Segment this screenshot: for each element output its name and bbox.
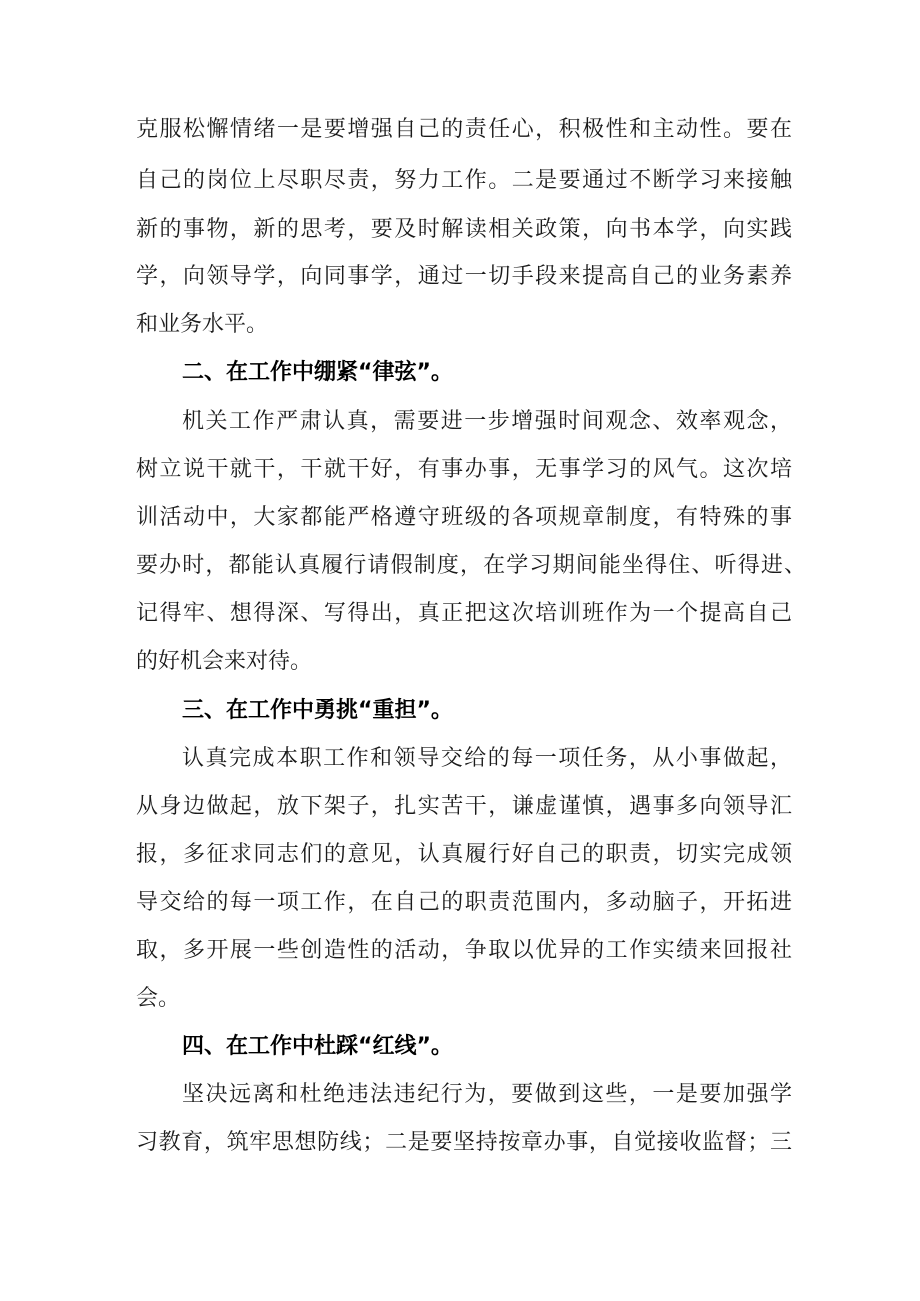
paragraph-line: 认真完成本职工作和领导交给的每一项任务，从小事做起， — [182, 746, 792, 771]
paragraph-line: 学，向领导学，向同事学，通过一切手段来提高自己的业务素养 — [136, 264, 792, 289]
paragraph-line: 坚决远离和杜绝违法违纪行为，要做到这些，一是要加强学 — [182, 1082, 792, 1107]
paragraph-line: 的好机会来对待。 — [136, 649, 313, 674]
paragraph-line: 树立说干就干，干就干好，有事办事，无事学习的风气。这次培 — [136, 457, 792, 482]
paragraph-line: 训活动中，大家都能严格遵守班级的各项规章制度，有特殊的事 — [136, 505, 792, 530]
paragraph-line: 取，多开展一些创造性的活动，争取以优异的工作实绩来回报社 — [136, 938, 792, 963]
paragraph-line: 导交给的每一项工作，在自己的职责范围内，多动脑子，开拓进 — [136, 890, 792, 915]
paragraph-line: 机关工作严肃认真，需要进一步增强时间观念、效率观念， — [182, 409, 792, 434]
paragraph-line: 记得牢、想得深、写得出，真正把这次培训班作为一个提高自己 — [136, 601, 792, 626]
paragraph-line: 克服松懈情绪一是要增强自己的责任心，积极性和主动性。要在 — [136, 117, 792, 142]
paragraph-line: 新的事物，新的思考，要及时解读相关政策，向书本学，向实践 — [136, 217, 792, 242]
section-heading-2: 二、在工作中绷紧“律弦”。 — [182, 360, 453, 385]
paragraph-line: 会。 — [136, 986, 181, 1011]
paragraph-line: 要办时，都能认真履行请假制度，在学习期间能坐得住、听得进、 — [136, 553, 806, 578]
paragraph-line: 习教育，筑牢思想防线；二是要坚持按章办事，自觉接收监督；三 — [136, 1130, 792, 1155]
paragraph-line: 自己的岗位上尽职尽责，努力工作。二是要通过不断学习来接触 — [136, 168, 792, 193]
paragraph-line: 和业务水平。 — [136, 312, 269, 337]
paragraph-line: 报，多征求同志们的意见，认真履行好自己的职责，切实完成领 — [136, 842, 792, 867]
section-heading-4: 四、在工作中杜踩“红线”。 — [182, 1034, 453, 1059]
paragraph-line: 从身边做起，放下架子，扎实苦干，谦虚谨慎，遇事多向领导汇 — [136, 794, 792, 819]
section-heading-3: 三、在工作中勇挑“重担”。 — [182, 698, 453, 723]
